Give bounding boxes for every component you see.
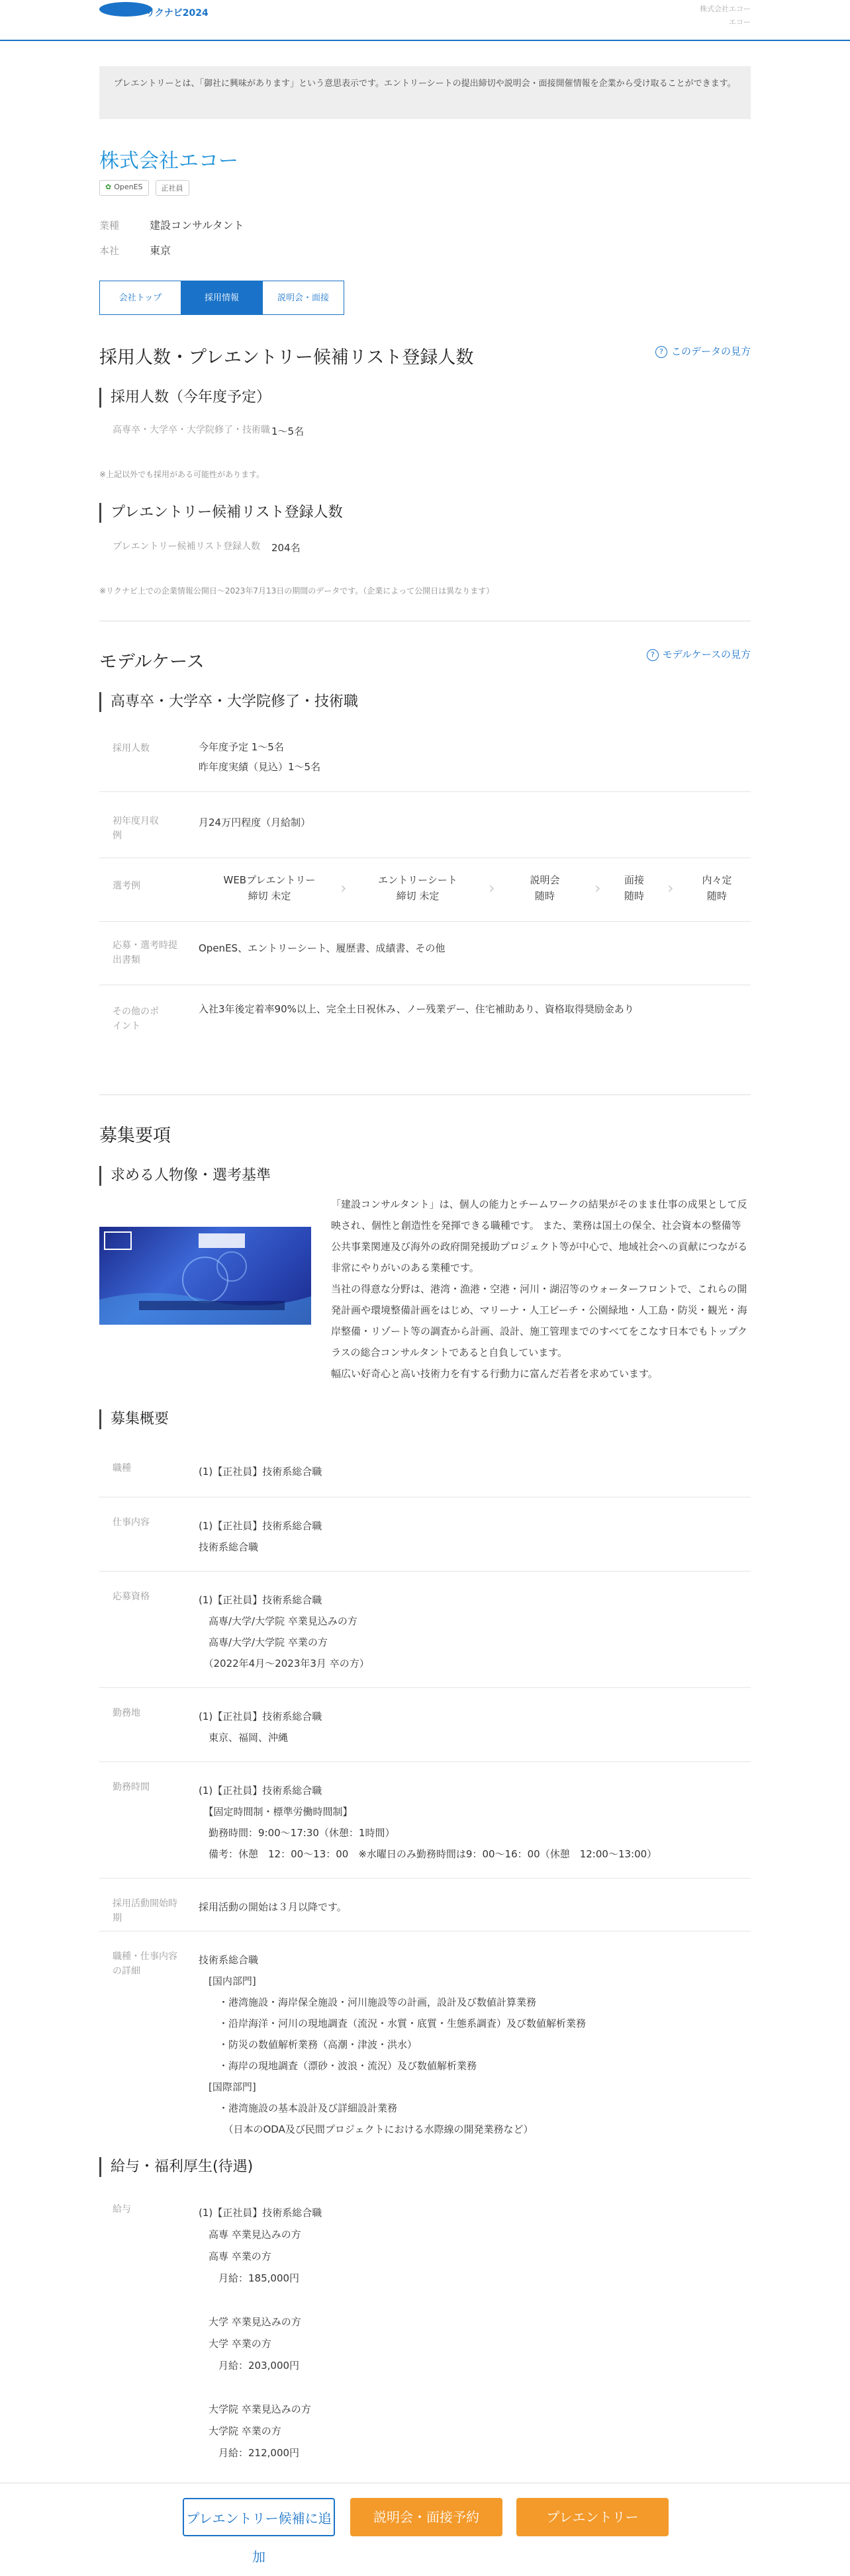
rikunabi-logo[interactable] — [99, 0, 218, 22]
logo-text: リクナビ2024 — [146, 8, 209, 19]
meta-row-hq: 本社 東京 — [99, 244, 171, 257]
chevron-right-icon: › — [667, 879, 674, 897]
flow-step: 内々定 随時 — [702, 874, 732, 902]
overview-subtitle: 募集概要 — [99, 1409, 762, 1429]
company-name: 株式会社エコー — [99, 150, 238, 173]
chevron-right-icon: › — [594, 879, 601, 897]
selection-flow — [199, 872, 760, 904]
divider — [99, 1094, 751, 1095]
model-subtitle: 高専卒・大学卒・大学院修了・技術職 — [99, 692, 762, 712]
row-job-type: 職種 (1)【正社員】技術系総合職 — [99, 1443, 751, 1497]
tab-company-top[interactable]: 会社トップ — [99, 281, 181, 315]
hire-count-label: 高専卒・大学卒・大学院修了・技術職 — [113, 425, 270, 435]
flow-step: WEBプレエントリー 締切 未定 — [223, 874, 316, 902]
person-subtitle: 求める人物像・選考基準 — [99, 1166, 762, 1186]
seminar-reserve-button[interactable]: 説明会・面接予約 — [350, 2498, 502, 2536]
flow-step: 説明会 随時 — [530, 874, 560, 902]
row-job-detail: 職種・仕事内容の詳細 技術系総合職 [国内部門] ・港湾施設・海岸保全施設・河川施設等の計画，設計及び数値計算業務 ・沿岸海洋・河川の現地調査（流況・水質・底質・生態系調査）及び数値解析業務 ・防災の数値解析業務（高潮・津波・洪水） ・海岸の現地調査（漂砂・波浪・流況）及び数値解析業務 [国際部門] ・港湾施設の基本設計及び詳細設計業務 （日本のODA及び民間プロジェクトにおける水際線の開発業務など） — [113, 1951, 587, 2135]
row-recruit-start: 採用活動開始時期 採用活動の開始は３月以降です。 — [99, 1878, 751, 1932]
person-description: 「建設コンサルタント」は、個人の能力とチームワークの結果がそのまま仕事の成果として反映され、個性と創造性を発揮できる職種です。 また、業務は国土の保全、社会資本の整備等公共事業関連及び海外の政府開発援助プロジェクト等が中心で、地域社会への貢献につながる非常にやりがいのある業種です。 当社の得意な分野は、港湾・漁港・空港・河川・湖沼等のウォーターフロントで、これらの開発計画や環境整備計画をはじめ、マリーナ・人工ビーチ・公園緑地・人工島・防災・観光・海岸整備・リゾート等の調査から計画、設計、施工管理までのすべてをこなす日本でもトップクラスの総合コンサルタントであると自負しています。 幅広い好奇心と高い技術力を有する行動力に富んだ若者を求めています。 — [331, 1198, 748, 1380]
flow-step: 面接 随時 — [624, 874, 644, 902]
recruit-title: 採用人数・プレエントリー候補リスト登録人数 — [99, 347, 474, 368]
leaf-icon: ✿ — [105, 183, 112, 191]
preentry-count-label: プレエントリー候補リスト登録人数 — [113, 541, 261, 552]
header-company — [700, 3, 751, 29]
recruit-section-header — [99, 343, 751, 369]
model-row-flow: 選考例 — [99, 858, 751, 922]
question-icon: ? — [655, 346, 667, 358]
company-meta — [99, 213, 751, 263]
preentry-count-value: 204名 — [271, 542, 301, 554]
row-job-content: 仕事内容 (1)【正社員】技術系総合職 技術系総合職 — [99, 1497, 751, 1572]
flow-step: エントリーシート 締切 未定 — [378, 874, 457, 902]
openes-badge: ✿ OpenES — [99, 180, 149, 196]
chevron-right-icon: › — [489, 879, 495, 897]
model-row-salary: 初年度月収例 月24万円程度（月給制） — [99, 791, 751, 858]
row-salary: 給与 (1)【正社員】技術系総合職 高専 卒業見込みの方 高専 卒業の方 月給：185,000円 大学 卒業見込みの方 大学 卒業の方 月給：203,000円 大学院 卒業見込みの方 大学院 卒業の方 月給：212,000円 — [113, 2204, 322, 2459]
row-work-hours: 勤務時間 (1)【正社員】技術系総合職 【固定時間制・標準労働時間制】 勤務時間：9:00〜17:30（休憩：1時間） 備考：休憩 12：00〜13：00 ※水曜日のみ勤務時間は9：00〜16：00（休憩 12:00〜13:00） — [99, 1761, 751, 1879]
company-banner-image — [99, 1227, 311, 1325]
model-title: モデルケース — [99, 652, 205, 672]
model-row-other: その他のポイント 入社3年後定着率90%以上、完全土日祝休み、ノー残業デー、住宅補助あり、資格取得奨励金あり — [113, 1003, 634, 1032]
hire-count-value: 1〜5名 — [271, 425, 305, 437]
row-qualification: 応募資格 (1)【正社員】技術系総合職 高専/大学/大学院 卒業見込みの方 高専/大学/大学院 卒業の方 （2022年4月〜2023年3月 卒の方） — [99, 1571, 751, 1688]
chevron-right-icon: › — [340, 879, 347, 897]
question-icon: ? — [647, 649, 659, 661]
hire-count-row — [99, 423, 751, 439]
tab-seminar[interactable]: 説明会・面接 — [262, 281, 344, 315]
data-help-link[interactable]: ? このデータの見方 — [655, 344, 751, 358]
company-tabs — [99, 281, 751, 315]
preentry-count-row — [99, 540, 751, 556]
model-section-header — [99, 647, 751, 674]
model-row-hire: 採用人数 今年度予定 1〜5名 昨年度実績（見込）1〜5名 — [99, 725, 751, 792]
badges — [99, 180, 751, 196]
site-header — [0, 0, 850, 41]
banner-graphic — [99, 1227, 311, 1325]
preentry-subtitle: プレエントリー候補リスト登録人数 — [99, 503, 762, 523]
fulltime-badge: 正社員 — [156, 180, 189, 196]
tab-recruit-info[interactable]: 採用情報 — [181, 281, 263, 315]
model-help-link[interactable]: ? モデルケースの見方 — [647, 647, 751, 661]
preentry-button[interactable]: プレエントリー — [516, 2498, 669, 2536]
header-company-line1: 株式会社エコー — [700, 5, 751, 13]
meta-row-industry: 業種 建設コンサルタント — [99, 219, 244, 232]
bottom-action-bar — [0, 2483, 850, 2565]
hire-note: ※上記以外でも採用がある可能性があります。 — [99, 470, 265, 479]
row-location: 勤務地 (1)【正社員】技術系総合職 東京、福岡、沖縄 — [99, 1687, 751, 1762]
hire-subtitle: 採用人数（今年度予定） — [99, 388, 762, 408]
preentry-note: ※リクナビ上での企業情報公開日〜2023年7月13日の期間のデータです。（企業によって公開日は異なります） — [99, 586, 495, 596]
salary-subtitle: 給与・福利厚生(待遇) — [99, 2157, 762, 2177]
preentry-notice: プレエントリーとは、「御社に興味があります」という意思表示です。エントリーシートの提出締切や説明会・面接開催情報を企業から受け取ることができます。 — [99, 66, 751, 119]
boshu-title: 募集要項 — [99, 1126, 171, 1146]
header-company-line2: エコー — [729, 18, 751, 26]
model-row-docs: 応募・選考時提出書類 OpenES、エントリーシート、履歴書、成績書、その他 — [99, 921, 751, 985]
add-candidate-button[interactable]: プレエントリー候補に追加 — [183, 2498, 335, 2536]
